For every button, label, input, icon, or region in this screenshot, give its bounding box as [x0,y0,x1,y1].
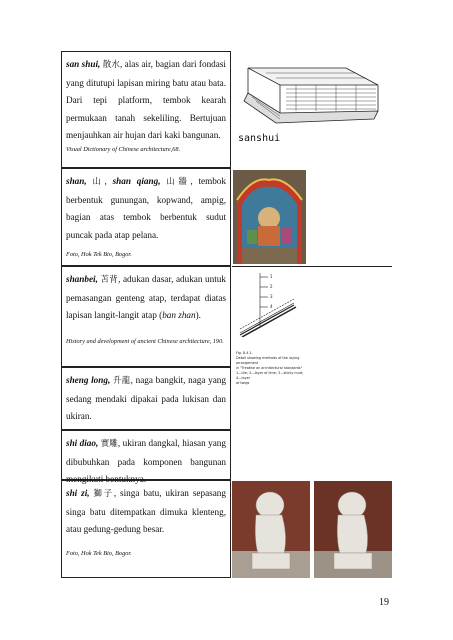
entry-term: shan, [66,176,87,186]
stone-lions-photo [232,481,392,578]
entry-chinese: 散水 [102,60,120,70]
entry-term-2: shan qiang, [112,176,161,186]
entry-definition: , naga bangkit, naga yang sedang mendaki dipakai pada lukisan dan ukiran. [66,375,226,421]
entry-definition: , adukan dasar, adukan untuk pemasangan genteng atap, terdapat diatas lapisan langit-langit atap ( [66,274,226,320]
entry-shan: shan, 山, shan qiang, 山牆, tembok berbentuk gunungan, kopwand, ampig, bagian atas tembok berbentuk sudut puncak pada atap pelana. Foto, Hok Tek Bio, Bogor. [61,168,231,266]
gable-wall-photo [233,170,306,264]
entry-term: sheng long, [66,375,111,385]
entry-term: shanbei, [66,274,98,284]
page-number: 19 [379,597,389,608]
diagram-caption: Fig. 8.4.1. Detail showing methods of the laying arrangement in "Treatise on architectural standards" 1—tile; 2—layer of lime; 3—sticky mud; 4—layer of twigs [236,351,304,385]
entry-definition: , tembok berbentuk gunungan, kopwand, ampig, bagian atas tembok berbentuk sudut puncak pada atap pelana. [66,176,226,240]
entry-italic-term: ban zhan [162,310,196,320]
svg-text:2: 2 [270,284,273,289]
entry-definition-end: ). [195,310,201,320]
roof-layer-diagram [232,266,392,386]
entry-source: History and development of ancient Chinese architecture, 190. [66,337,224,345]
entry-shanbei [61,266,231,367]
entry-source: Foto, Hok Tek Bio, Bogor. [66,251,132,258]
entry-chinese: 獅子 [93,489,114,499]
entry-term: shi zi, [66,488,90,498]
entry-sheng-long [61,367,231,430]
svg-text:4: 4 [270,304,273,309]
entry-san-shui [61,51,231,168]
entry-chinese: 實雕 [100,439,118,449]
entry-definition: , singa batu, ukiran sepasang singa batu ditempatkan dimuka klenteng, atau gedung-gedung besar. [66,488,226,534]
entry-source: Visual Dictionary of Chinese architecture,68. [66,145,181,153]
svg-text:3: 3 [270,294,273,299]
entry-term: shi diao, [66,438,99,448]
entry-chinese: 苫背 [100,275,119,285]
svg-text:1: 1 [270,274,273,279]
entry-definition: , ukiran dangkal, hiasan yang dibubuhkan pada komponen bangunan mengikuti bentuknya. [66,438,226,484]
entry-term: san shui, [66,59,101,69]
image-caption: sanshui [238,133,281,144]
entry-chinese: 山 [92,177,105,187]
entry-chinese-2: 山牆 [166,177,191,187]
entry-shi-diao [61,430,231,484]
entry-chinese: 升龍 [112,376,131,386]
entry-definition: , alas air, bagian dari fondasi yang ditutupi lapisan miring batu atau bata. Dari tepi platform, tembok kearah permukaan tanah sekeliling. Bertujuan menjauhkan air hujan dari kaki bangunan. [66,59,226,140]
entry-shi-zi [61,480,231,578]
sanshui-drawing [236,53,386,133]
entry-source: Foto, Hok Tek Bio, Bogor. [66,549,132,557]
